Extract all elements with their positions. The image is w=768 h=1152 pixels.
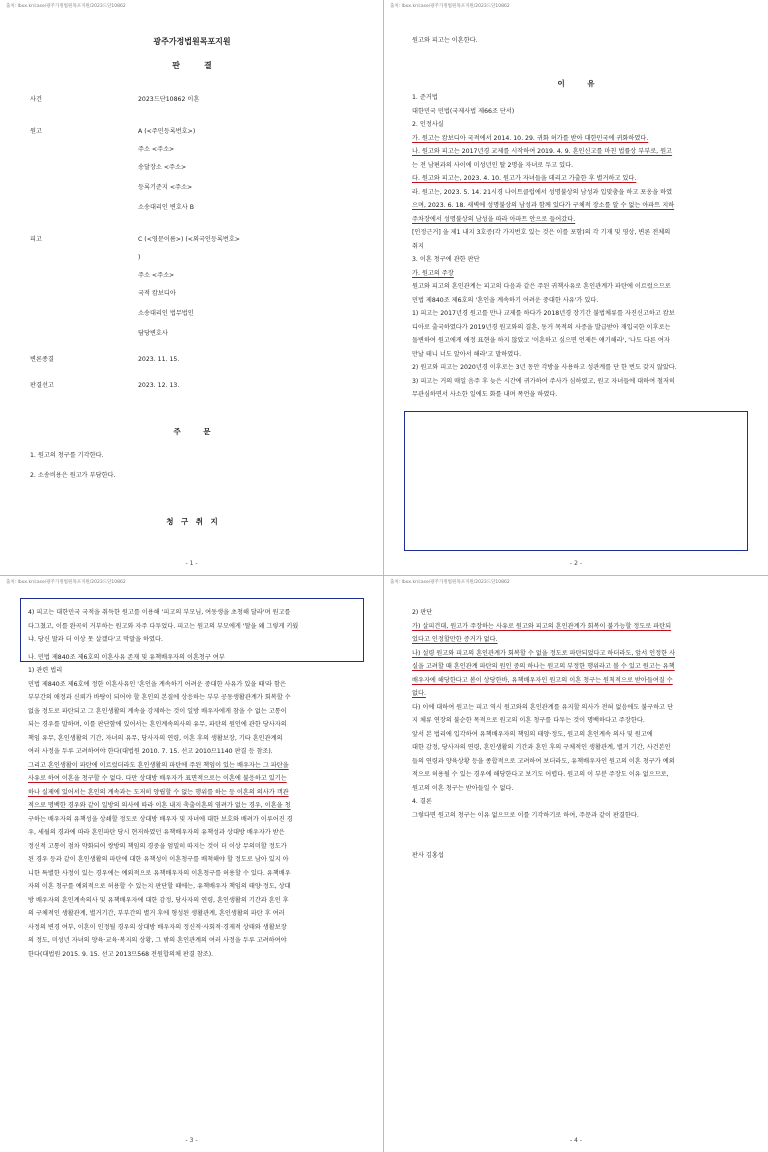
text-line: 지 체류 연장의 불순한 목적으로 원고의 이혼 청구를 다투는 것이 명백하다고 주장한다. bbox=[412, 717, 645, 724]
text-line: 들의 연령과 양육상황 등을 종합적으로 고려하여 보더라도, 유책배우자인 원고의 이혼 청구가 예외 bbox=[412, 757, 675, 765]
jumun-line: 1. 원고의 청구를 기각한다. bbox=[30, 452, 104, 459]
text-line: 나) 설령 원고와 피고의 혼인관계가 회복할 수 없을 정도로 파탄되었다고 하더라도, 앞서 인정한 사 bbox=[412, 649, 676, 657]
text-line: 민법 제840조 제6호의 '혼인을 계속하기 어려운 중대한 사유'가 있다. bbox=[412, 296, 599, 304]
field-value: 주소 <주소> bbox=[138, 272, 175, 279]
text-line: 적으로 허용될 수 있는 경우에 해당한다고 보기도 어렵다. 원고의 이 부분 주장도 이유 없으므로, bbox=[412, 771, 669, 778]
field-value: 등록기준지 <주소> bbox=[138, 184, 193, 191]
field-value: 송달장소 <주소> bbox=[138, 164, 187, 171]
page-3 bbox=[0, 576, 384, 1152]
text-line: 자의 이혼 청구를 예외적으로 허용할 수 있는지 판단할 때에는, 유책배우자 책임의 태양·정도, 상대 bbox=[28, 883, 291, 890]
text-line: 구하는 배우자의 유책성을 상쇄할 정도로 상대방 배우자 및 자녀에 대한 보호와 배려가 이루어진 경 bbox=[28, 815, 293, 823]
text-line: 판사 김홍섭 bbox=[412, 852, 444, 859]
field-label: 피고 bbox=[30, 236, 42, 243]
field-value: 국적 캄보디아 bbox=[138, 290, 176, 297]
jumun-line: 2. 소송비용은 원고가 부담한다. bbox=[30, 472, 116, 479]
text-line: 민법 제840조 제6호에 정한 이혼사유인 '혼인을 계속하기 어려운 중대한 사유가 있을 때'라 함은 bbox=[28, 680, 286, 688]
text-line: 적으로 명백한 경우와 같이 일방의 의사에 따라 이혼 내지 축출이혼의 염려가 없는 경우, 이혼을 청 bbox=[28, 802, 291, 809]
text-line: 었다고 인정할만한 증거가 없다. bbox=[412, 636, 498, 643]
text-line: 대한 감정, 당사자의 연령, 혼인생활의 기간과 혼인 후의 구체적인 생활관계, 별거 기간, 사건본인 bbox=[412, 744, 671, 751]
text-line: 가) 살피건대, 원고가 주장하는 사유로 원고와 피고의 혼인관계가 회복이 불가능할 정도로 파탄되 bbox=[412, 622, 672, 630]
text-line bbox=[412, 822, 742, 836]
text-line: 우, 세월의 경과에 따라 혼인파탄 당시 현저하였던 유책배우자의 유책성과 상대방 배우자가 받은 bbox=[28, 829, 285, 836]
text-line: 앞서 본 법리에 입각하여 유책배우자의 책임의 태양·정도, 원고의 혼인계속 의사 및 원고에 bbox=[412, 730, 653, 738]
text-line: 의 정도, 미성년 자녀의 양육·교육·복지의 상황, 그 밖의 혼인관계의 여러 사정을 두루 고려하여야 bbox=[28, 937, 287, 944]
text-line: 다) 이에 대하여 원고는 피고 역시 원고와의 혼인관계를 유지할 의사가 전혀 없음에도 불구하고 단 bbox=[412, 703, 674, 711]
text-line: 나. 민법 제840조 제6호의 이혼사유 존재 및 유책배우자의 이혼청구 여부 bbox=[28, 653, 225, 661]
text-line: 으며, 2023. 6. 18. 새벽에 성명불상의 남성과 함께 있다가 구체적 장소를 알 수 없는 아파트 지하 bbox=[412, 202, 675, 209]
text-line bbox=[412, 836, 742, 850]
text-line: 책임 유무, 혼인생활의 기간, 자녀의 유무, 당사자의 연령, 이혼 후의 생활보장, 기타 혼인관계의 bbox=[28, 734, 283, 742]
text-line: 3. 이혼 청구에 관한 판단 bbox=[412, 256, 480, 263]
court-name: 광주가정법원목포지원 bbox=[153, 37, 231, 46]
text-line: 3) 피고는 거의 매일 음주 후 늦은 시간에 귀가하여 주사가 심하였고, 원고 자녀들에 대하여 철저히 bbox=[412, 377, 675, 385]
text-line: 가. 원고의 주장 bbox=[412, 269, 454, 277]
jumun-heading: 주 문 bbox=[173, 427, 211, 436]
text-line: [인정근거] 을 제1 내지 3호증(각 가지번호 있는 것은 이를 포함)의 각 기재 및 영상, 변론 전체의 bbox=[412, 229, 671, 236]
source-url: 출처: lbox.kr/case/광주가정법원목포지원/2023드단10862 bbox=[390, 4, 510, 9]
text-line: 4) 피고는 대한민국 국적을 취득한 원고를 이용해 '피고의 부모님, 여동생을 초청해 달라'며 원고를 bbox=[28, 609, 291, 616]
text-line: 돌변하여 원고에게 애정 표현을 하지 않았고 '이혼하고 싶으면 언제든 얘기해라', '나도 다른 여자 bbox=[412, 337, 670, 344]
text-line: 는 전 남편과의 사이에 미성년인 딸 2명을 자녀로 두고 있다. bbox=[412, 161, 574, 169]
text-line: 주차장에서 성명불상의 남성을 따라 아파트 안으로 들어갔다. bbox=[412, 215, 576, 223]
text-line: 2. 인정사실 bbox=[412, 121, 444, 128]
text-line: 정신적 고통이 점차 약화되어 쌍방의 책임의 경중을 엄밀히 따지는 것이 더 이상 무의미할 정도가 bbox=[28, 842, 287, 850]
text-line: 하나 실제에 있어서는 혼인의 계속과는 도저히 양립할 수 없는 행위를 하는 등 이혼의 의사가 객관 bbox=[28, 788, 289, 796]
field-label: 변론종결 bbox=[30, 356, 54, 363]
text-line bbox=[412, 48, 742, 62]
field-value: ) bbox=[138, 254, 141, 261]
text-line: 1. 준거법 bbox=[412, 94, 438, 101]
text-line: 원고와 피고의 혼인관계는 피고의 다음과 같은 주된 귀책사유로 혼인관계가 파탄에 이르렀으므로 bbox=[412, 283, 671, 290]
field-value: 2023드단10862 이혼 bbox=[138, 96, 200, 103]
text-line: 방 배우자의 혼인계속의사 및 유책배우자에 대한 감정, 당사자의 연령, 혼인생활의 기간과 혼인 후 bbox=[28, 896, 289, 904]
field-value: 담당변호사 bbox=[138, 330, 168, 337]
field-label: 판결선고 bbox=[30, 382, 54, 389]
text-line: 다그쳤고, 이를 완곡히 거부하는 원고와 자주 다투었다. 피고는 원고의 부모에게 '딸을 왜 그렇게 키웠 bbox=[28, 622, 299, 630]
text-line: 4. 결론 bbox=[412, 798, 432, 805]
field-value: 주소 <주소> bbox=[138, 146, 175, 153]
highlight-box bbox=[20, 598, 364, 662]
text-line: 1) 관련 법리 bbox=[28, 667, 63, 674]
page-2-body bbox=[412, 34, 742, 402]
cheonggu-heading: 청 구 취 지 bbox=[166, 517, 218, 526]
text-line: 여러 사정을 두루 고려하여야 한다(대법원 2010. 7. 15. 선고 2010므1140 판결 등 참조). bbox=[28, 748, 273, 755]
text-line: 사유로 하여 이혼을 청구할 수 없다. 다만 상대방 배우자가 표면적으로는 이혼에 불응하고 있기는 bbox=[28, 775, 287, 782]
text-line: 니한 특별한 사정이 있는 경우에는 예외적으로 유책배우자의 이혼청구를 허용할 수 있다. 유책배우 bbox=[28, 869, 291, 877]
text-line: 사정의 변경 여부, 이혼이 인정될 경우의 상대방 배우자의 정신적·사회적·경제적 상태와 생활보장 bbox=[28, 923, 287, 931]
text-line: 그리고 혼인생활이 파탄에 이르렀더라도 혼인생활의 파탄에 주된 책임이 있는 배우자는 그 파탄을 bbox=[28, 761, 289, 769]
field-label: 사건 bbox=[30, 96, 42, 103]
field-value: 소송대리인 변호사 B bbox=[138, 204, 194, 211]
judgment-heading: 판 결 bbox=[172, 61, 212, 70]
reason-heading: 이 유 bbox=[557, 79, 595, 88]
page-number: - 2 - bbox=[570, 560, 582, 567]
source-url: 출처: lbox.kr/case/광주가정법원목포지원/2023드단10862 bbox=[6, 580, 126, 585]
field-value: 2023. 11. 15. bbox=[138, 356, 180, 363]
source-url: 출처: lbox.kr/case/광주가정법원목포지원/2023드단10862 bbox=[6, 4, 126, 9]
text-line: 라. 원고는, 2023. 5. 14. 21시경 나이트클럽에서 성명불상의 남성과 입맞춤을 하고 포옹을 하였 bbox=[412, 188, 673, 196]
field-value: A (<주민등록번호>) bbox=[138, 128, 196, 135]
page-number: - 3 - bbox=[185, 1137, 198, 1144]
text-line: 없다. bbox=[412, 690, 426, 697]
text-line: 디아로 출국하였다가 2019년경 원고와의 결혼, 동거 목적의 사증을 발급받아 재입국한 이후로는 bbox=[412, 323, 671, 331]
text-line: 실을 고려할 때 혼인관계 파탄의 원인 중의 하나는 원고의 부정한 행위라고 볼 수 있고 원고는 유책 bbox=[412, 663, 675, 670]
source-url: 출처: lbox.kr/case/광주가정법원목포지원/2023드단10862 bbox=[390, 580, 510, 585]
text-line: 없을 정도로 파탄되고 그 혼인생활의 계속을 강제하는 것이 일방 배우자에게 참을 수 없는 고통이 bbox=[28, 707, 287, 715]
page-4-body bbox=[412, 606, 742, 863]
page-number: - 4 - bbox=[570, 1137, 582, 1144]
text-line: 냐. 당신 딸과 더 이상 못 살겠다'고 막말을 하였다. bbox=[28, 636, 163, 643]
page-number: - 1 - bbox=[185, 560, 198, 567]
text-line: 2) 판단 bbox=[412, 609, 433, 616]
text-line: 한다(대법원 2015. 9. 15. 선고 2013므568 전원합의체 판결 참조). bbox=[28, 950, 214, 958]
text-line: 되는 경우를 말하며, 이를 판단함에 있어서는 혼인계속의사의 유무, 파탄의 원인에 관한 당사자의 bbox=[28, 721, 287, 728]
text-line: 가. 원고는 캄보디아 국적에서 2014. 10. 29. 귀화 허가를 받아 대한민국에 귀화하였다. bbox=[412, 134, 649, 142]
text-line: 나. 원고와 피고는 2017년경 교제를 시작하여 2019. 4. 9. 혼인신고를 마친 법률상 부부로, 원고 bbox=[412, 148, 673, 155]
field-label: 원고 bbox=[30, 128, 42, 135]
text-line: 원고의 이혼 청구는 받아들일 수 없다. bbox=[412, 784, 514, 792]
text-line: 2) 원고와 피고는 2020년경 이후로는 3년 동안 각방을 사용하고 성관계를 단 한 번도 갖지 않았다. bbox=[412, 364, 677, 371]
page-1 bbox=[0, 0, 384, 576]
text-line: 무관심하면서 사소한 일에도 화를 내며 폭언을 하였다. bbox=[412, 391, 558, 398]
text-line: 의 구체적인 생활관계, 별거기간, 부부간의 별거 후에 형성된 생활관계, 혼인생활의 파탄 후 여러 bbox=[28, 910, 285, 917]
text-line: 취지 bbox=[412, 242, 424, 250]
text-line: 1) 피고는 2017년경 원고를 만나 교제를 하다가 2018년경 장기간 불법체류를 자진신고하고 캄보 bbox=[412, 310, 675, 317]
field-value: 소송대리인 법무법인 bbox=[138, 310, 194, 317]
text-line: 대한민국 민법(국제사법 제66조 단서) bbox=[412, 107, 515, 115]
field-value: C (<영문이름>) (<외국인등록번호> bbox=[138, 236, 240, 243]
text-line: 다. 원고와 피고는, 2023. 4. 10. 원고가 자녀들을 데리고 가출한 후 별거하고 있다. bbox=[412, 175, 637, 182]
page-2 bbox=[384, 0, 768, 576]
text-line: 그렇다면 원고의 청구는 이유 없으므로 이를 기각하기로 하여, 주문과 같이 판결한다. bbox=[412, 811, 639, 819]
text-line: 원고와 피고는 이혼한다. bbox=[412, 37, 478, 44]
text-line: 부부간의 애정과 신뢰가 바탕이 되어야 할 혼인의 본질에 상응하는 부부 공동생활관계가 회복할 수 bbox=[28, 694, 291, 701]
page-4 bbox=[384, 576, 768, 1152]
text-line: 배우자에 해당한다고 봄이 상당한바, 유책배우자인 원고의 이혼 청구는 원칙적으로 받아들여질 수 bbox=[412, 676, 673, 684]
highlight-box bbox=[404, 411, 748, 551]
text-line: 만날 테니 너도 알아서 해라'고 말하였다. bbox=[412, 350, 522, 358]
field-value: 2023. 12. 13. bbox=[138, 382, 180, 389]
text-line: 된 경우 등과 같이 혼인생활의 파탄에 대한 유책성이 이혼청구를 배척해야 할 정도로 남아 있지 아 bbox=[28, 856, 289, 863]
